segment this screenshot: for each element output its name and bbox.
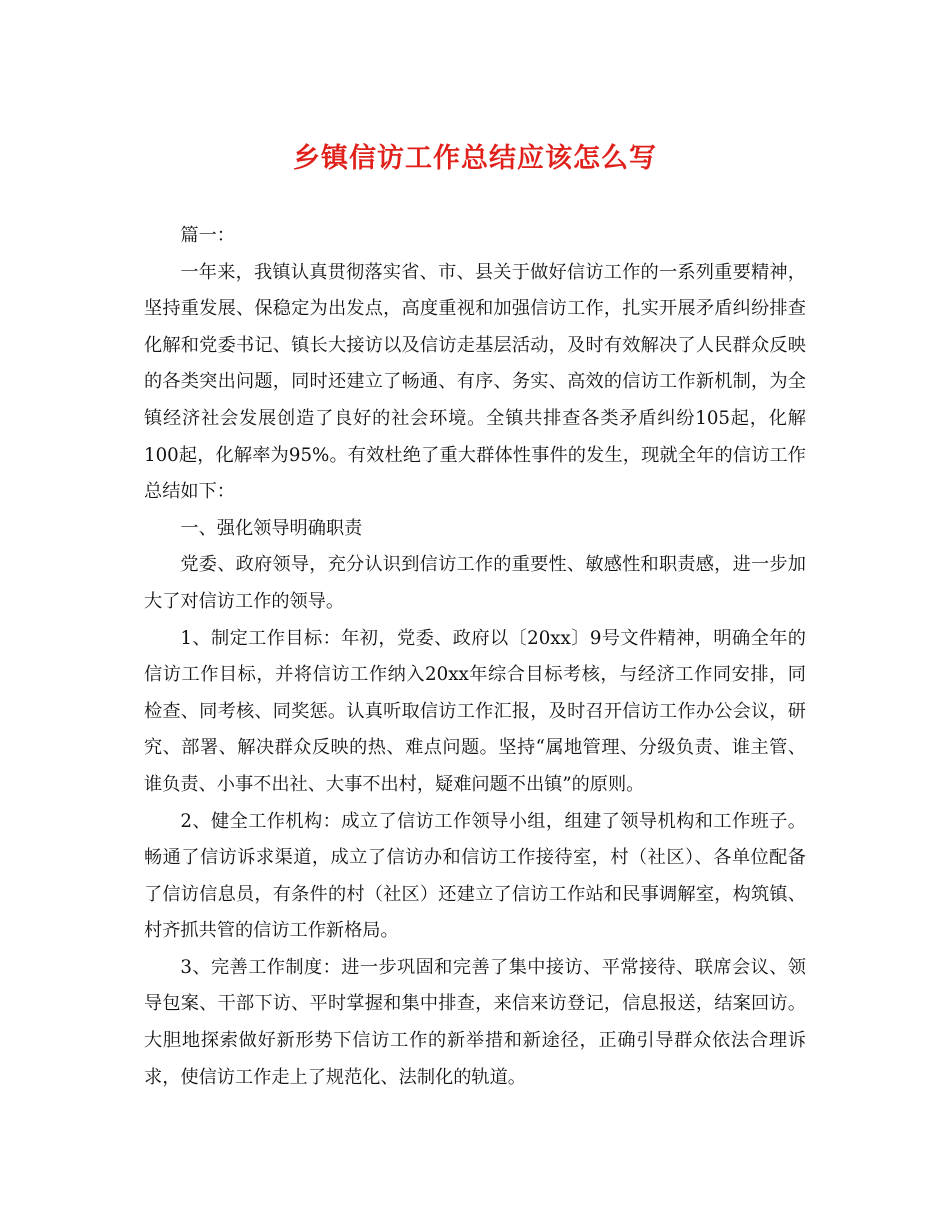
- paragraph-heading-part-one: 篇一：: [180, 225, 235, 246]
- paragraph-item-2: 2、健全工作机构：成立了信访工作领导小组，组建了领导机构和工作班子。畅通了信访诉求渠道，成立了信访办和信访工作接待室，村（社区）、各单位配备了信访信息员，有条件的村（社区）还建立了信访工作站和民事调解室，构筑镇、村齐抓共管的信访工作新格局。: [144, 810, 806, 942]
- document-body: [144, 218, 806, 1096]
- paragraph-item-1: 1、制定工作目标：年初，党委、政府以〔20xx〕9号文件精神，明确全年的信访工作目标，并将信访工作纳入20xx年综合目标考核，与经济工作同安排，同检查、同考核、同奖惩。认真听取信访工作汇报，及时召开信访工作办公会议，研究、部署、解决群众反映的热、难点问题。坚持“属地管理、分级负责、谁主管、谁负责、小事不出社、大事不出村，疑难问题不出镇”的原则。: [144, 627, 806, 795]
- paragraph-leadership: 党委、政府领导，充分认识到信访工作的重要性、敏感性和职责感，进一步加大了对信访工作的领导。: [144, 554, 806, 612]
- section-heading-1: 一、强化领导明确职责: [180, 517, 363, 539]
- document-title: 乡镇信访工作总结应该怎么写: [293, 143, 657, 174]
- paragraph-intro: 一年来，我镇认真贯彻落实省、市、县关于做好信访工作的一系列重要精神，坚持重发展、保稳定为出发点，高度重视和加强信访工作，扎实开展矛盾纠纷排查化解和党委书记、镇长大接访以及信访走基层活动，及时有效解决了人民群众反映的各类突出问题，同时还建立了畅通、有序、务实、高效的信访工作新机制，为全镇经济社会发展创造了良好的社会环境。全镇共排查各类矛盾纠纷105起，化解100起，化解率为95%。有效杜绝了重大群体性事件的发生，现就全年的信访工作总结如下：: [144, 261, 806, 503]
- paragraph-item-3: 3、完善工作制度：进一步巩固和完善了集中接访、平常接待、联席会议、领导包案、干部下访、平时掌握和集中排查，来信来访登记，信息报送，结案回访。大胆地探索做好新形势下信访工作的新举措和新途径，正确引导群众依法合理诉求，使信访工作走上了规范化、法制化的轨道。: [144, 956, 806, 1088]
